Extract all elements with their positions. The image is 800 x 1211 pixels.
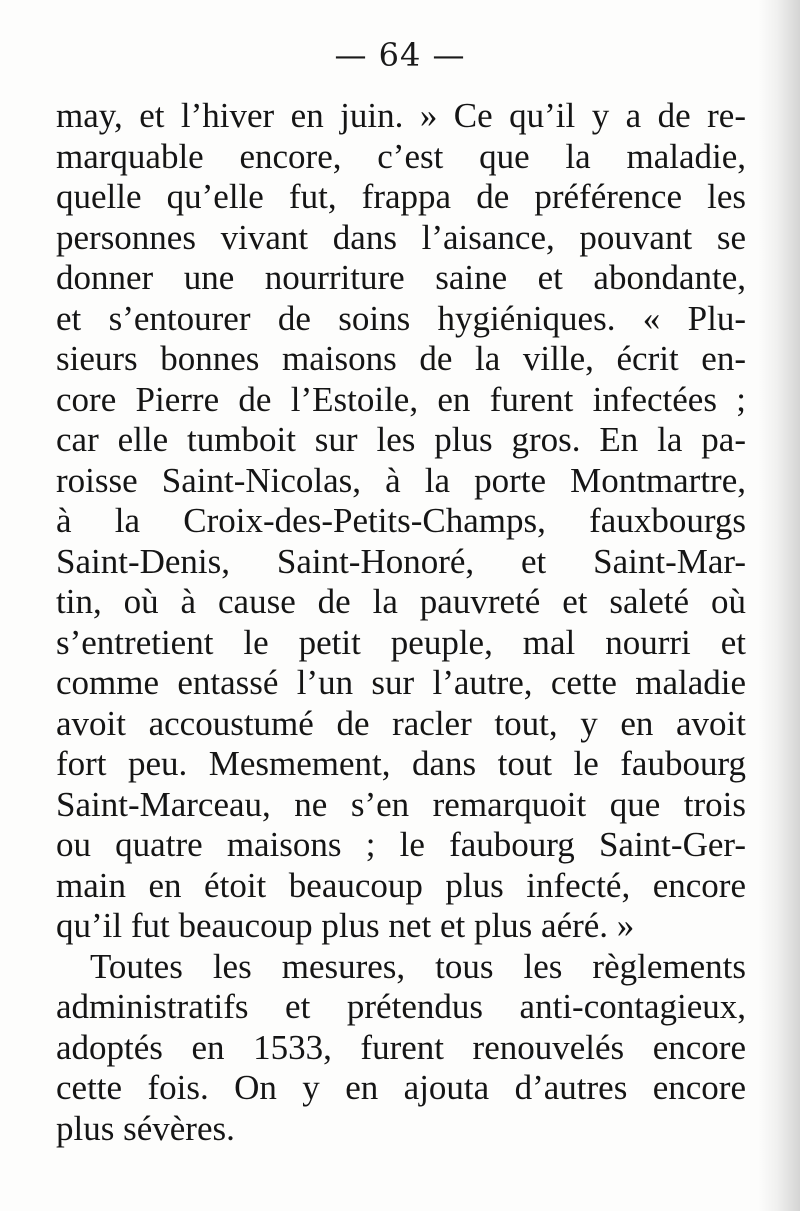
- body-text: [56, 96, 746, 1149]
- text-line: adoptés en 1533, furent renouvelés encore: [56, 1027, 746, 1067]
- text-line: plus sévères.: [56, 1108, 235, 1148]
- text-line: cette fois. On y en ajouta d’autres encore: [56, 1068, 746, 1107]
- text-line: tin, où à cause de la pauvreté et saleté où: [56, 582, 746, 621]
- page-number: — 64 —: [334, 36, 466, 74]
- text-line: Saint-Denis, Saint-Honoré, et Saint-Mar-: [56, 541, 746, 581]
- text-line: main en étoit beaucoup plus infecté, encore: [56, 865, 746, 905]
- text-line: personnes vivant dans l’aisance, pouvant se: [56, 217, 746, 257]
- page-edge-shadow: [758, 0, 800, 1211]
- text-line: à la Croix-des-Petits-Champs, fauxbourgs: [56, 501, 746, 540]
- text-line: car elle tumboit sur les plus gros. En la pa-: [56, 420, 746, 459]
- text-line: comme entassé l’un sur l’autre, cette maladie: [56, 663, 746, 702]
- text-line: may, et l’hiver en juin. » Ce qu’il y a de re-: [56, 96, 746, 135]
- text-line: administratifs et prétendus anti-contagieux,: [56, 987, 746, 1026]
- text-line: marquable encore, c’est que la maladie,: [56, 136, 746, 176]
- text-line: quelle qu’elle fut, frappa de préférence les: [56, 177, 746, 216]
- text-line: sieurs bonnes maisons de la ville, écrit en-: [56, 339, 746, 378]
- text-line: fort peu. Mesmement, dans tout le faubourg: [56, 744, 746, 783]
- text-line: qu’il fut beaucoup plus net et plus aéré. »: [56, 906, 635, 945]
- text-line: s’entretient le petit peuple, mal nourri et: [56, 622, 746, 662]
- text-line: roisse Saint-Nicolas, à la porte Montmartre,: [56, 460, 746, 500]
- text-line: et s’entourer de soins hygiéniques. « Plu-: [56, 298, 746, 338]
- text-line: donner une nourriture saine et abondante,: [56, 258, 746, 297]
- text-line: ou quatre maisons ; le faubourg Saint-Ger-: [56, 825, 746, 864]
- text-line: Saint-Marceau, ne s’en remarquoit que trois: [56, 784, 746, 824]
- text-line: avoit accoustumé de racler tout, y en avoit: [56, 703, 746, 743]
- text-line: core Pierre de l’Estoile, en furent infectées ;: [56, 379, 746, 419]
- paragraph-first-line: Toutes les mesures, tous les règlements: [90, 946, 746, 986]
